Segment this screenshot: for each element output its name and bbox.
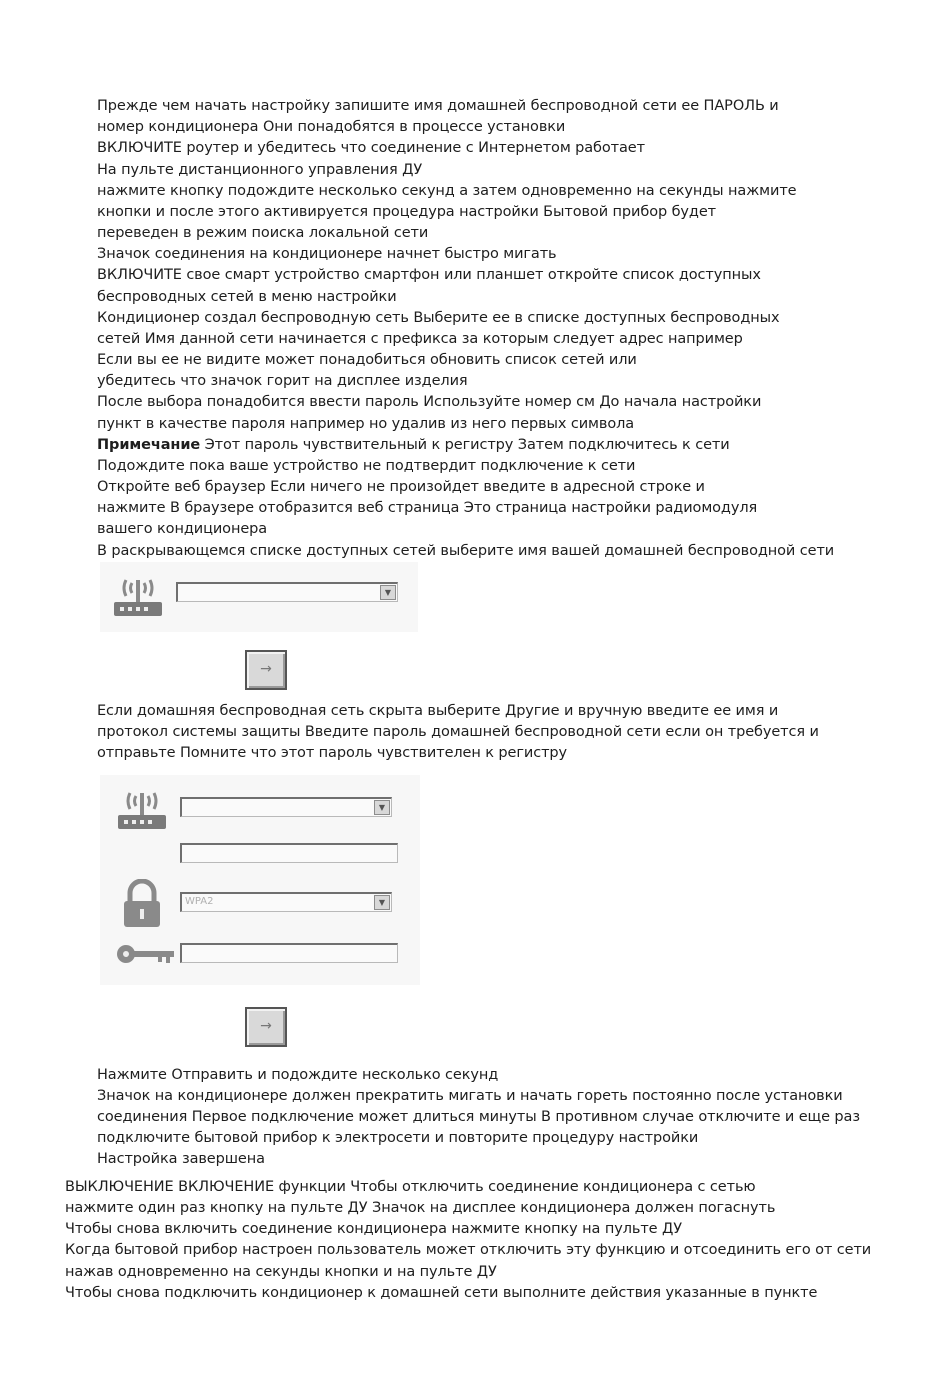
submit-button[interactable]	[245, 1007, 287, 1047]
text-line: Прежде чем начать настройку запишите имя домашней беспроводной сети ее ПАРОЛЬ и	[97, 98, 779, 114]
text-line: номер кондиционера Они понадобятся в процессе установки	[97, 119, 566, 135]
text-line: вашего кондиционера	[97, 521, 268, 537]
text-line: отправьте Помните что этот пароль чувствителен к регистру	[97, 745, 568, 761]
security-value: WPA2	[185, 896, 214, 907]
text-line: Нажмите Отправить и подождите несколько секунд	[97, 1067, 499, 1083]
text-line: убедитесь что значок горит на дисплее изделия	[97, 373, 468, 389]
text-line: кнопки и после этого активируется процедура настройки Бытовой прибор будет	[97, 204, 716, 220]
text-line: На пульте дистанционного управления ДУ	[97, 162, 423, 178]
text-line: сетей Имя данной сети начинается с префикса за которым следует адрес например	[97, 331, 743, 347]
text-line: протокол системы защиты Введите пароль домашней беспроводной сети если он требуется и	[97, 724, 819, 740]
manual-network-figure	[100, 775, 430, 1055]
note-text: Этот пароль чувствительный к регистру Затем подключитесь к сети	[200, 437, 730, 453]
text-line: После выбора понадобится ввести пароль Используйте номер см До начала настройки	[97, 394, 762, 410]
text-line: Когда бытовой прибор настроен пользователь может отключить эту функцию и отсоединить его от сети	[65, 1242, 872, 1258]
text-line: ВЫКЛЮЧЕНИЕ ВКЛЮЧЕНИЕ функции Чтобы отключить соединение кондиционера с сетью	[65, 1179, 756, 1195]
text-line: Значок на кондиционере должен прекратить мигать и начать гореть постоянно после установки	[97, 1088, 843, 1104]
key-icon	[114, 939, 178, 969]
lock-icon	[120, 879, 164, 929]
security-select[interactable]	[180, 892, 392, 912]
network-select-figure	[100, 562, 420, 697]
text-line: соединения Первое подключение может длиться минуты В противном случае отключите и еще раз	[97, 1109, 860, 1125]
router-icon	[112, 781, 172, 833]
router-icon	[108, 568, 168, 620]
text-line: нажмите В браузере отобразится веб страница Это страница настройки радиомодуля	[97, 500, 758, 516]
text-line: Откройте веб браузер Если ничего не произойдет введите в адресной строке и	[97, 479, 705, 495]
text-line: Если вы ее не видите может понадобиться обновить список сетей или	[97, 352, 637, 368]
network-select[interactable]	[180, 797, 392, 817]
text-line: подключите бытовой прибор к электросети и повторите процедуру настройки	[97, 1130, 699, 1146]
arrow-right-icon: →	[260, 1018, 272, 1034]
text-line: Подождите пока ваше устройство не подтвердит подключение к сети	[97, 458, 636, 474]
text-line: Настройка завершена	[97, 1151, 265, 1167]
chevron-down-icon[interactable]: ▼	[374, 895, 390, 910]
text-line: Значок соединения на кондиционере начнет быстро мигать	[97, 246, 557, 262]
text-line: нажмите кнопку подождите несколько секунд а затем одновременно на секунды нажмите	[97, 183, 797, 199]
text-line: Кондиционер создал беспроводную сеть Выберите ее в списке доступных беспроводных	[97, 310, 780, 326]
text-line: пункт в качестве пароля например но удалив из него первых символа	[97, 416, 635, 432]
text-line: ВКЛЮЧИТЕ свое смарт устройство смартфон или планшет откройте список доступных	[97, 267, 761, 283]
arrow-right-icon: →	[260, 661, 272, 677]
network-select[interactable]	[176, 582, 398, 602]
text-line-note	[97, 436, 730, 454]
text-line: беспроводных сетей в меню настройки	[97, 289, 397, 305]
chevron-down-icon[interactable]: ▼	[380, 585, 396, 600]
text-line: нажмите один раз кнопку на пульте ДУ Значок на дисплее кондиционера должен погаснуть	[65, 1200, 776, 1216]
chevron-down-icon[interactable]: ▼	[374, 800, 390, 815]
text-line: нажав одновременно на секунды кнопки и на пульте ДУ	[65, 1264, 497, 1280]
text-line: Чтобы снова включить соединение кондиционера нажмите кнопку на пульте ДУ	[65, 1221, 682, 1237]
text-line: переведен в режим поиска локальной сети	[97, 225, 429, 241]
password-input[interactable]	[180, 943, 398, 963]
text-line: Чтобы снова подключить кондиционер к домашней сети выполните действия указанные в пункте	[65, 1285, 818, 1301]
text-line: ВКЛЮЧИТЕ роутер и убедитесь что соединение с Интернетом работает	[97, 140, 645, 156]
note-label: Примечание	[97, 437, 201, 453]
submit-button[interactable]	[245, 650, 287, 690]
network-name-input[interactable]	[180, 843, 398, 863]
text-line: В раскрывающемся списке доступных сетей выберите имя вашей домашней беспроводной сети	[97, 543, 835, 559]
text-line: Если домашняя беспроводная сеть скрыта выберите Другие и вручную введите ее имя и	[97, 703, 779, 719]
